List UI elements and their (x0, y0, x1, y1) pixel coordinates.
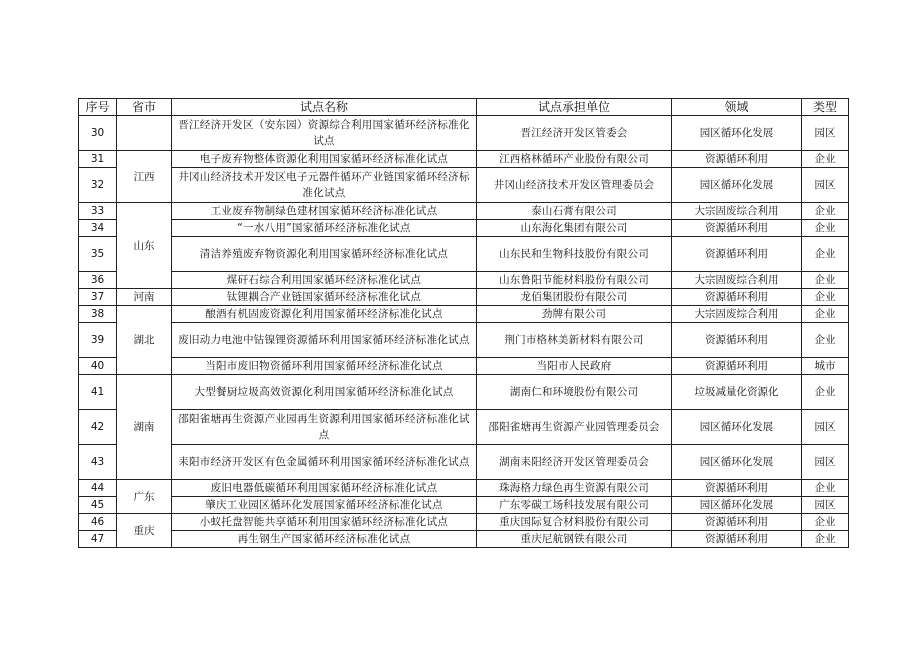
table-row (79, 151, 849, 168)
cell-unit: 江西格林循环产业股份有限公司 (477, 151, 672, 168)
table-row (79, 237, 849, 272)
cell-unit: 山东海化集团有限公司 (477, 220, 672, 237)
table-row (79, 272, 849, 289)
cell-name: 工业废弃物制绿色建材国家循环经济标准化试点 (172, 203, 477, 220)
cell-field: 资源循环利用 (672, 323, 802, 358)
table-row (79, 445, 849, 480)
cell-type: 园区 (802, 410, 849, 445)
cell-province: 河南 (117, 289, 172, 306)
table-row (79, 480, 849, 497)
cell-field: 园区循环化发展 (672, 116, 802, 151)
cell-name: 邵阳雀塘再生资源产业园再生资源利用国家循环经济标准化试点 (172, 410, 477, 445)
header-unit: 试点承担单位 (477, 99, 672, 116)
cell-field: 大宗固废综合利用 (672, 203, 802, 220)
header-no: 序号 (79, 99, 117, 116)
cell-type: 企业 (802, 375, 849, 410)
cell-field: 资源循环利用 (672, 480, 802, 497)
cell-no: 42 (79, 410, 117, 445)
cell-no: 36 (79, 272, 117, 289)
cell-type: 企业 (802, 323, 849, 358)
cell-unit: 山东民和生物科技股份有限公司 (477, 237, 672, 272)
cell-no: 46 (79, 514, 117, 531)
cell-no: 33 (79, 203, 117, 220)
cell-unit: 山东鲁阳节能材料股份有限公司 (477, 272, 672, 289)
cell-unit: 井冈山经济技术开发区管理委员会 (477, 168, 672, 203)
cell-unit: 广东零碳工场科技发展有限公司 (477, 497, 672, 514)
cell-unit: 龙佰集团股份有限公司 (477, 289, 672, 306)
cell-field: 园区循环化发展 (672, 445, 802, 480)
table-row (79, 531, 849, 548)
table-row (79, 203, 849, 220)
cell-province: 重庆 (117, 514, 172, 548)
cell-type: 企业 (802, 220, 849, 237)
cell-no: 47 (79, 531, 117, 548)
cell-field: 资源循环利用 (672, 151, 802, 168)
cell-field: 大宗固废综合利用 (672, 306, 802, 323)
cell-field: 园区循环化发展 (672, 497, 802, 514)
table-row (79, 289, 849, 306)
cell-unit: 劲牌有限公司 (477, 306, 672, 323)
table-row (79, 497, 849, 514)
cell-unit: 荆门市格林美新材料有限公司 (477, 323, 672, 358)
table-row (79, 514, 849, 531)
header-field: 领域 (672, 99, 802, 116)
cell-no: 41 (79, 375, 117, 410)
cell-type: 企业 (802, 289, 849, 306)
cell-name: 废旧电器低碳循环利用国家循环经济标准化试点 (172, 480, 477, 497)
cell-name: “一水八用”国家循环经济标准化试点 (172, 220, 477, 237)
cell-no: 45 (79, 497, 117, 514)
cell-field: 园区循环化发展 (672, 410, 802, 445)
cell-field: 资源循环利用 (672, 237, 802, 272)
cell-no: 30 (79, 116, 117, 151)
table-row (79, 358, 849, 375)
table-row (79, 410, 849, 445)
cell-field: 大宗固废综合利用 (672, 272, 802, 289)
cell-no: 40 (79, 358, 117, 375)
cell-type: 企业 (802, 203, 849, 220)
cell-type: 企业 (802, 151, 849, 168)
header-province: 省市 (117, 99, 172, 116)
cell-name: 大型餐厨垃圾高效资源化利用国家循环经济标准化试点 (172, 375, 477, 410)
cell-no: 34 (79, 220, 117, 237)
header-row (79, 99, 849, 116)
cell-unit: 珠海格力绿色再生资源有限公司 (477, 480, 672, 497)
cell-no: 32 (79, 168, 117, 203)
cell-unit: 晋江经济开发区管委会 (477, 116, 672, 151)
cell-province: 广东 (117, 480, 172, 514)
table-row (79, 323, 849, 358)
cell-name: 当阳市废旧物资循环利用国家循环经济标准化试点 (172, 358, 477, 375)
table-row (79, 306, 849, 323)
cell-type: 园区 (802, 116, 849, 151)
cell-no: 35 (79, 237, 117, 272)
cell-province: 山东 (117, 203, 172, 289)
header-type: 类型 (802, 99, 849, 116)
cell-type: 企业 (802, 306, 849, 323)
cell-field: 资源循环利用 (672, 514, 802, 531)
cell-no: 44 (79, 480, 117, 497)
cell-no: 39 (79, 323, 117, 358)
cell-no: 43 (79, 445, 117, 480)
cell-type: 企业 (802, 531, 849, 548)
cell-field: 资源循环利用 (672, 220, 802, 237)
table-row (79, 168, 849, 203)
header-name: 试点名称 (172, 99, 477, 116)
cell-type: 城市 (802, 358, 849, 375)
cell-province: 湖北 (117, 306, 172, 375)
cell-no: 38 (79, 306, 117, 323)
cell-field: 资源循环利用 (672, 289, 802, 306)
cell-name: 电子废弃物整体资源化利用国家循环经济标准化试点 (172, 151, 477, 168)
cell-unit: 泰山石膏有限公司 (477, 203, 672, 220)
cell-unit: 湖南耒阳经济开发区管理委员会 (477, 445, 672, 480)
cell-name: 晋江经济开发区（安东园）资源综合利用国家循环经济标准化试点 (172, 116, 477, 151)
cell-type: 企业 (802, 272, 849, 289)
cell-province: 湖南 (117, 375, 172, 480)
table-row (79, 220, 849, 237)
cell-province: 江西 (117, 151, 172, 203)
cell-unit: 湖南仁和环境股份有限公司 (477, 375, 672, 410)
cell-no: 31 (79, 151, 117, 168)
cell-type: 园区 (802, 168, 849, 203)
pilot-table (78, 98, 849, 548)
cell-name: 钛锂耦合产业链国家循环经济标准化试点 (172, 289, 477, 306)
cell-type: 企业 (802, 480, 849, 497)
table-row (79, 375, 849, 410)
cell-field: 资源循环利用 (672, 358, 802, 375)
table-row (79, 116, 849, 151)
cell-type: 企业 (802, 237, 849, 272)
cell-name: 井冈山经济技术开发区电子元器件循环产业链国家循环经济标准化试点 (172, 168, 477, 203)
cell-type: 园区 (802, 445, 849, 480)
cell-unit: 邵阳雀塘再生资源产业园管理委员会 (477, 410, 672, 445)
cell-name: 废旧动力电池中钴镍锂资源循环利用国家循环经济标准化试点 (172, 323, 477, 358)
cell-name: 酿酒有机固废资源化利用国家循环经济标准化试点 (172, 306, 477, 323)
cell-name: 再生钢生产国家循环经济标准化试点 (172, 531, 477, 548)
cell-unit: 当阳市人民政府 (477, 358, 672, 375)
cell-unit: 重庆尼航钢铁有限公司 (477, 531, 672, 548)
cell-name: 耒阳市经济开发区有色金属循环利用国家循环经济标准化试点 (172, 445, 477, 480)
cell-unit: 重庆国际复合材料股份有限公司 (477, 514, 672, 531)
cell-province (117, 116, 172, 151)
cell-type: 园区 (802, 497, 849, 514)
cell-field: 园区循环化发展 (672, 168, 802, 203)
cell-name: 煤矸石综合利用国家循环经济标准化试点 (172, 272, 477, 289)
cell-no: 37 (79, 289, 117, 306)
cell-type: 企业 (802, 514, 849, 531)
cell-field: 资源循环利用 (672, 531, 802, 548)
cell-name: 清洁养殖废弃物资源化利用国家循环经济标准化试点 (172, 237, 477, 272)
cell-name: 肇庆工业园区循环化发展国家循环经济标准化试点 (172, 497, 477, 514)
cell-field: 垃圾减量化资源化 (672, 375, 802, 410)
cell-name: 小蚁托盘智能共享循环利用国家循环经济标准化试点 (172, 514, 477, 531)
